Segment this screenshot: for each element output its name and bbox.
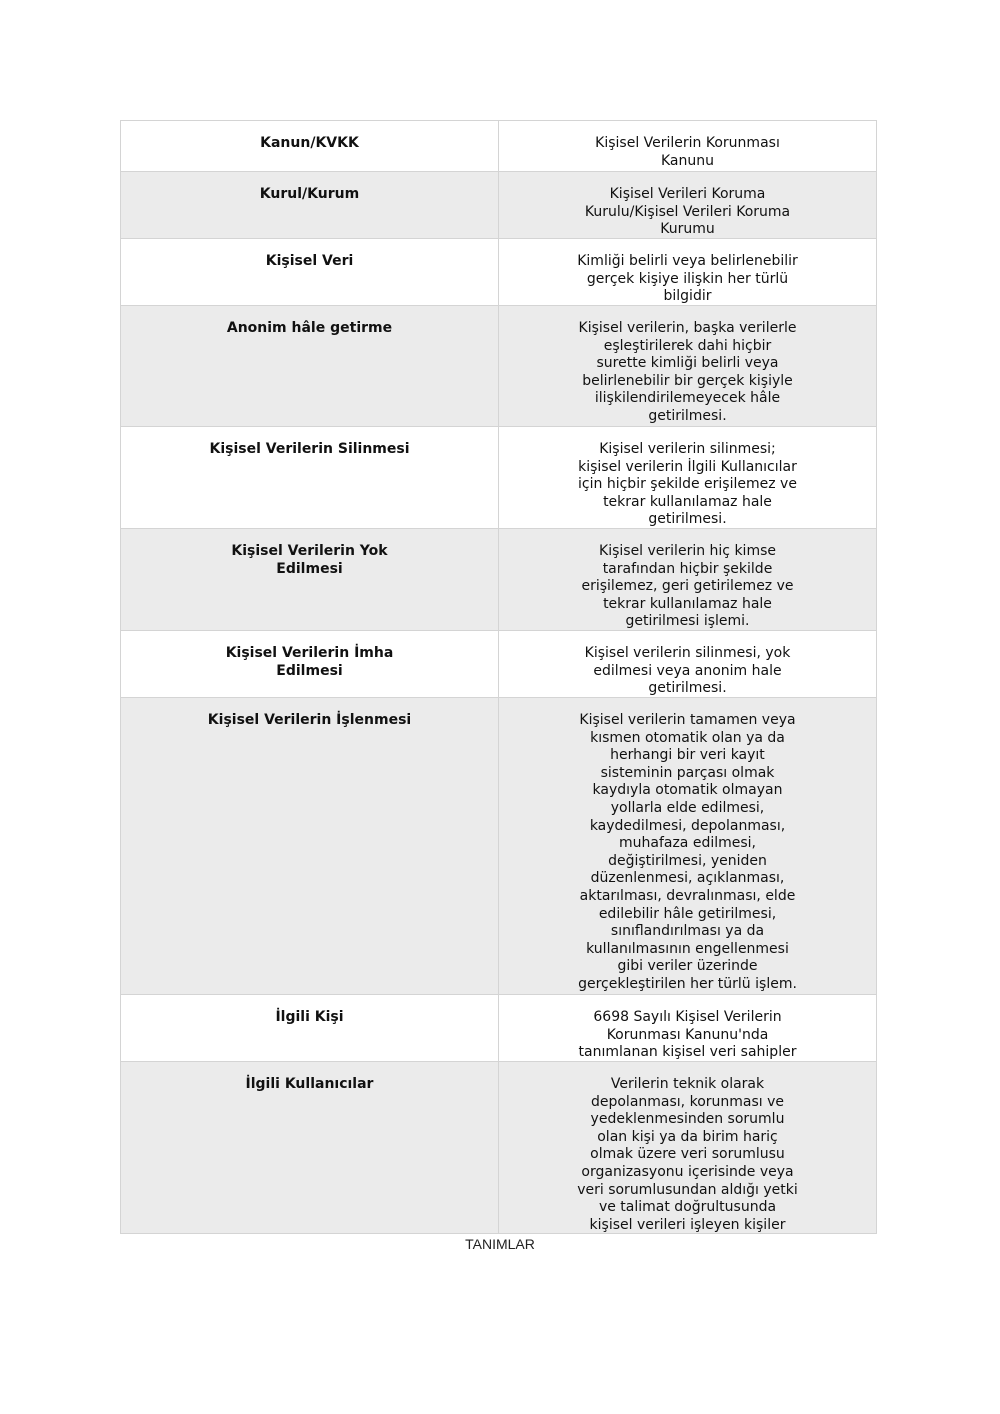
table-row [121,238,876,305]
term-cell: Kişisel Veri [121,239,499,305]
table-row [121,121,876,171]
table-caption: TANIMLAR [465,1236,535,1252]
term-cell: Kanun/KVKK [121,121,499,171]
definition-cell: Kişisel verilerin tamamen veya kısmen otomatik olan ya da herhangi bir veri kayıt sisteminin parçası olmak kaydıyla otomatik olmayan yollarla elde edilmesi, kaydedilmesi, depolanması, muhafaza edilmesi, değiştirilmesi, yeniden düzenlenmesi, açıklanması, aktarılması, devralınması, elde edilebilir hâle getirilmesi, sınıflandırılması ya da kullanılmasının engellenmesi gibi veriler üzerinde gerçekleştirilen her türlü işlem. [578,712,797,992]
definition-cell: Verilerin teknik olarak depolanması, korunması ve yedeklenmesinden sorumlu olan kişi ya da birim hariç olmak üzere veri sorumlusu organizasyonu içerisinde veya veri sorumlusundan aldığı yetki ve talimat doğrultusunda kişisel verileri işleyen kişiler [577,1076,798,1233]
definition-cell: Kimliği belirli veya belirlenebilir gerçek kişiye ilişkin her türlü bilgidir [577,253,798,305]
definition-cell: Kişisel verilerin hiç kimse tarafından hiçbir şekilde erişilemez, geri getirilemez ve tekrar kullanılamaz hale getirilmesi işlemi. [581,543,794,630]
term-cell: Kişisel Verilerin İmha Edilmesi [121,631,499,697]
table-row [121,305,876,426]
table-row [121,1061,876,1233]
table-row [121,426,876,528]
definition-cell: Kişisel verilerin silinmesi; kişisel verilerin İlgili Kullanıcılar için hiçbir şekilde erişilemez ve tekrar kullanılamaz hale getirilmesi. [578,441,797,528]
term-cell: İlgili Kişi [121,995,499,1061]
definition-cell: Kişisel Verileri Koruma Kurulu/Kişisel Verileri Koruma Kurumu [584,186,791,238]
term-cell: İlgili Kullanıcılar [121,1062,499,1233]
term-cell: Anonim hâle getirme [121,306,499,426]
term-cell: Kişisel Verilerin Silinmesi [121,427,499,528]
definition-cell: 6698 Sayılı Kişisel Verilerin Korunması Kanunu'nda tanımlanan kişisel veri sahipler [578,1009,797,1061]
term-cell: Kişisel Verilerin Yok Edilmesi [121,529,499,630]
table-row [121,697,876,994]
definition-cell: Kişisel Verilerin Korunması Kanunu [595,135,780,169]
definitions-table [120,120,877,1234]
table-row [121,630,876,697]
term-cell: Kurul/Kurum [121,172,499,238]
definition-cell: Kişisel verilerin silinmesi, yok edilmesi veya anonim hale getirilmesi. [584,645,791,697]
definition-cell: Kişisel verilerin, başka verilerle eşleştirilerek dahi hiçbir surette kimliği belirli veya belirlenebilir bir gerçek kişiyle ilişkilendirilemeyecek hâle getirilmesi. [578,320,797,424]
table-row [121,528,876,630]
table-row [121,171,876,238]
term-cell: Kişisel Verilerin İşlenmesi [121,698,499,994]
table-row [121,994,876,1061]
